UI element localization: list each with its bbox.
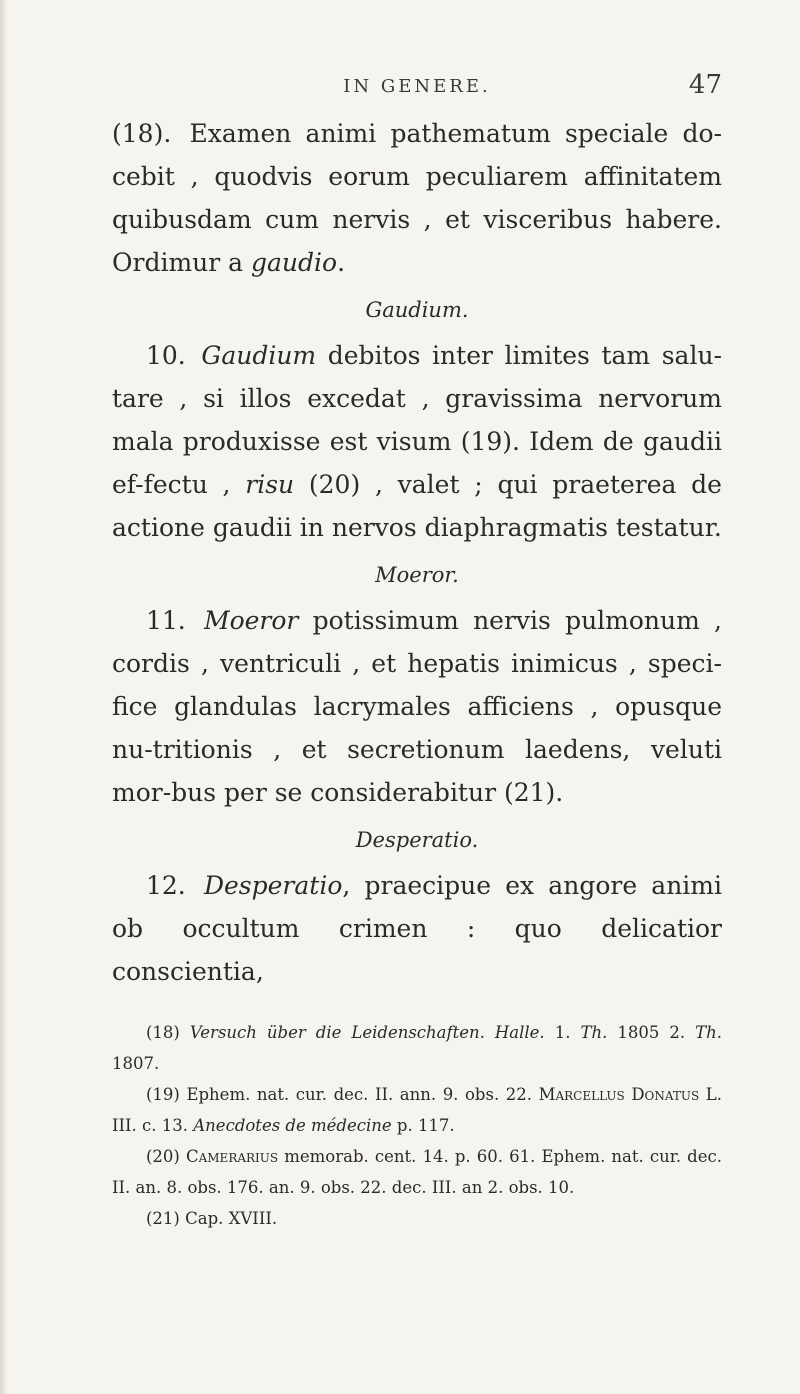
footnote-18 xyxy=(112,1017,722,1079)
footnote-text: 1805 2. xyxy=(607,1023,696,1042)
footnote-title: Versuch über die Leidenschaften. Halle. xyxy=(189,1023,545,1042)
footnote-marker: (19) xyxy=(146,1085,180,1104)
footnotes xyxy=(112,1017,722,1234)
footnote-19 xyxy=(112,1079,722,1141)
paragraph-text: , praecipue ex angore animi ob occultum crimen : quo delicatior conscientia, xyxy=(112,871,722,986)
footnote-author: Marcellus xyxy=(538,1085,625,1104)
paragraph-gaudium xyxy=(112,334,722,549)
footnote-21 xyxy=(112,1203,722,1234)
footnote-author: Camerarius xyxy=(185,1147,279,1166)
paragraph-term: Moeror xyxy=(203,606,299,635)
paragraph-inline-italic: risu xyxy=(245,470,295,499)
running-head xyxy=(112,70,722,112)
page-gutter-shadow xyxy=(0,0,8,1394)
paragraph-moeror xyxy=(112,599,722,814)
paragraph-text: potissimum nervis pulmonum , cordis , ventriculi , et hepatis inimicus , speci-fice glandulas lacrymales afficiens , opusque nu-tritionis , et secretionum laedens, veluti mor-bus per se considerabitur (21). xyxy=(112,606,723,807)
footnote-abbrev: Th. xyxy=(580,1023,608,1042)
footnote-marker: (20) xyxy=(146,1147,180,1166)
footnote-text: 1807. xyxy=(112,1054,160,1073)
paragraph-text-continued: (20) , valet ; qui praeterea de actione gaudii in nervos diaphragmatis testatur. xyxy=(112,470,722,542)
paragraph-term: Gaudium xyxy=(201,341,317,370)
footnote-text: Cap. XVIII. xyxy=(185,1209,278,1228)
footnote-20 xyxy=(112,1141,722,1203)
intro-paragraph xyxy=(112,112,722,284)
section-heading-gaudium: Gaudium. xyxy=(365,298,469,322)
paragraph-number: 10. xyxy=(146,341,186,370)
note-reference: (18). xyxy=(112,119,172,148)
footnote-text: Ephem. nat. cur. dec. II. ann. 9. obs. 22. xyxy=(186,1085,539,1104)
intro-emphasis: gaudio xyxy=(251,248,338,277)
footnote-abbrev: Th. xyxy=(695,1023,722,1042)
footnote-author: Donatus xyxy=(631,1085,700,1104)
paragraph-text: debitos inter limites tam salu-tare , si illos excedat , gravissima nervorum mala produxisse est visum (19). Idem de gaudii ef-fectu , xyxy=(112,341,722,499)
running-head-title: IN GENERE. xyxy=(343,76,491,97)
footnote-title: Anecdotes de médecine xyxy=(193,1116,392,1135)
footnote-text: 1. xyxy=(544,1023,581,1042)
intro-text-after: . xyxy=(337,248,346,277)
paragraph-number: 11. xyxy=(146,606,186,635)
footnote-text: memorab. cent. 14. p. 60. 61. Ephem. nat. cur. dec. II. an. 8. obs. 176. an. 9. obs. 22. dec. III. an 2. obs. 10. xyxy=(112,1147,722,1197)
page-number: 47 xyxy=(688,70,722,100)
book-page xyxy=(112,70,723,1234)
footnote-text: L. III. c. 13. xyxy=(112,1085,723,1135)
section-heading-moeror: Moeror. xyxy=(375,563,459,587)
footnote-marker: (21) xyxy=(146,1209,180,1228)
paragraph-desperatio xyxy=(112,864,722,993)
footnote-text: p. 117. xyxy=(391,1116,455,1135)
paragraph-number: 12. xyxy=(146,871,186,900)
paragraph-term: Desperatio xyxy=(203,871,343,900)
section-heading-desperatio: Desperatio. xyxy=(355,828,479,852)
footnote-marker: (18) xyxy=(146,1023,180,1042)
intro-text-before: Examen animi pathematum speciale do-cebit , quodvis eorum peculiarem affinitatem quibusdam cum nervis , et visceribus habere. Ordimur a xyxy=(112,119,723,277)
